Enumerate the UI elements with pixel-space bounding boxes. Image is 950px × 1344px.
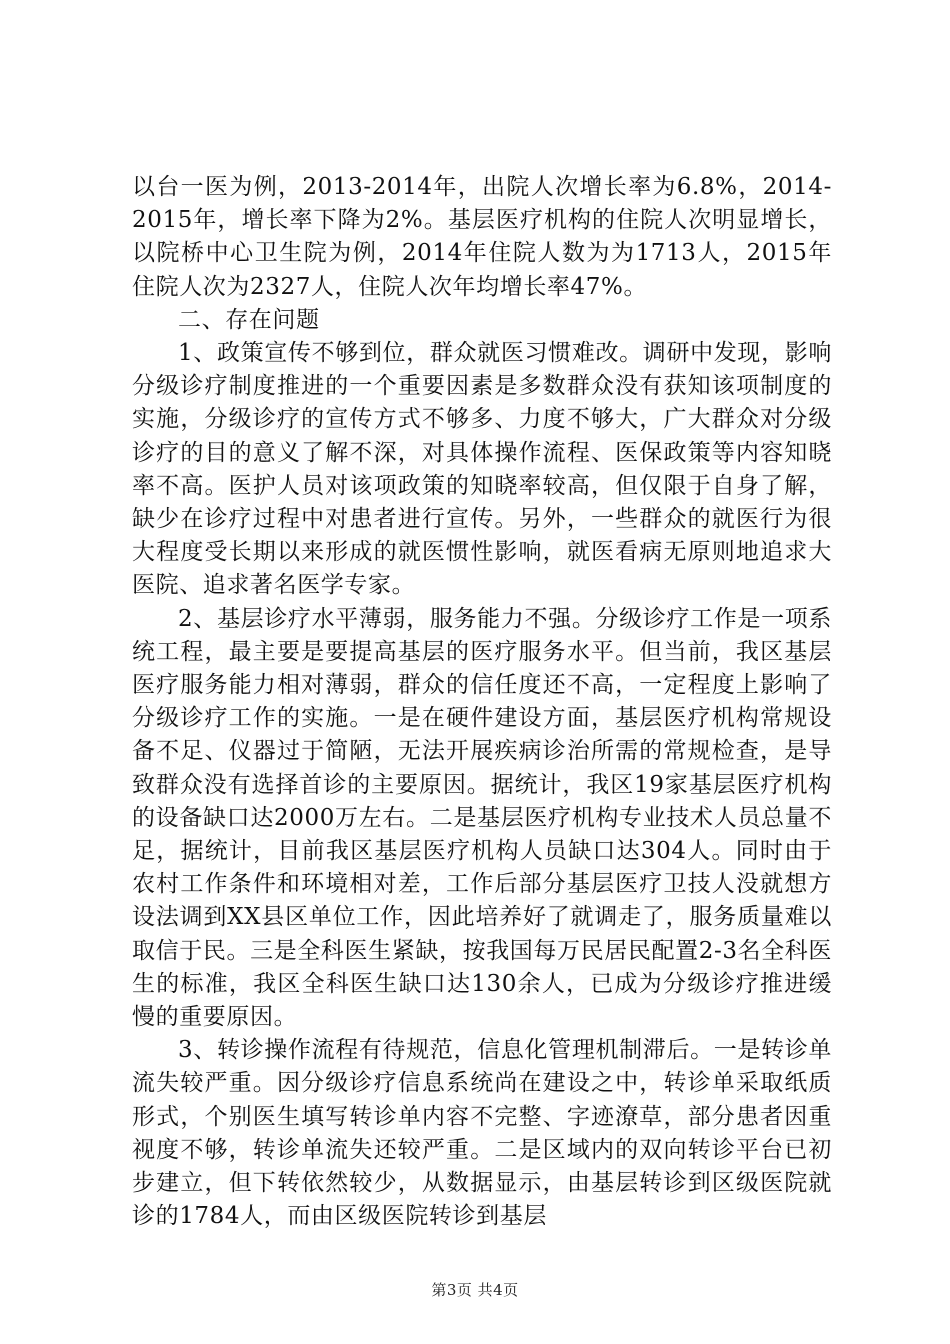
paragraph-1: 以台一医为例，2013-2014年，出院人次增长率为6.8%，2014-2015年，增长率下降为2%。基层医疗机构的住院人次明显增长，以院桥中心卫生院为例，2014年住院人数为为1713人，2015年住院人次为2327人，住院人次年均增长率47%。 [132, 174, 832, 300]
paragraph-3: 2、基层诊疗水平薄弱，服务能力不强。分级诊疗工作是一项系统工程，最主要是要提高基层的医疗服务水平。但当前，我区基层医疗服务能力相对薄弱，群众的信任度还不高，一定程度上影响了分级诊疗工作的实施。一是在硬件建设方面，基层医疗机构常规设备不足、仪器过于简陋，无法开展疾病诊治所需的常规检查，是导致群众没有选择首诊的主要原因。据统计，我区19家基层医疗机构的设备缺口达2000万左右。二是基层医疗机构专业技术人员总量不足，据统计，目前我区基层医疗机构人员缺口达304人。同时由于农村工作条件和环境相对差，工作后部分基层医疗卫技人没就想方设法调到XX县区单位工作，因此培养好了就调走了，服务质量难以取信于民。三是全科医生紧缺，按我国每万民居民配置2-3名全科医生的标准，我区全科医生缺口达130余人，已成为分级诊疗推进缓慢的重要原因。 [132, 605, 832, 1031]
paragraph-2: 1、政策宣传不够到位，群众就医习惯难改。调研中发现，影响分级诊疗制度推进的一个重要因素是多数群众没有获知该项制度的实施，分级诊疗的宣传方式不够多、力度不够大，广大群众对分级诊疗的目的意义了解不深，对具体操作流程、医保政策等内容知晓率不高。医护人员对该项政策的知晓率较高，但仅限于自身了解，缺少在诊疗过程中对患者进行宣传。另外，一些群众的就医行为很大程度受长期以来形成的就医惯性影响，就医看病无原则地追求大医院、追求著名医学专家。 [132, 340, 832, 599]
paragraph-4: 3、转诊操作流程有待规范，信息化管理机制滞后。一是转诊单流失较严重。因分级诊疗信息系统尚在建设之中，转诊单采取纸质形式，个别医生填写转诊单内容不完整、字迹潦草，部分患者因重视度不够，转诊单流失还较严重。二是区域内的双向转诊平台已初步建立，但下转依然较少，从数据显示，由基层转诊到区级医院就诊的1784人，而由区级医院转诊到基层 [132, 1037, 832, 1230]
page-footer: 第3页 共4页 [431, 1281, 519, 1299]
section-heading: 二、存在问题 [178, 306, 320, 333]
document-body [132, 171, 832, 1234]
